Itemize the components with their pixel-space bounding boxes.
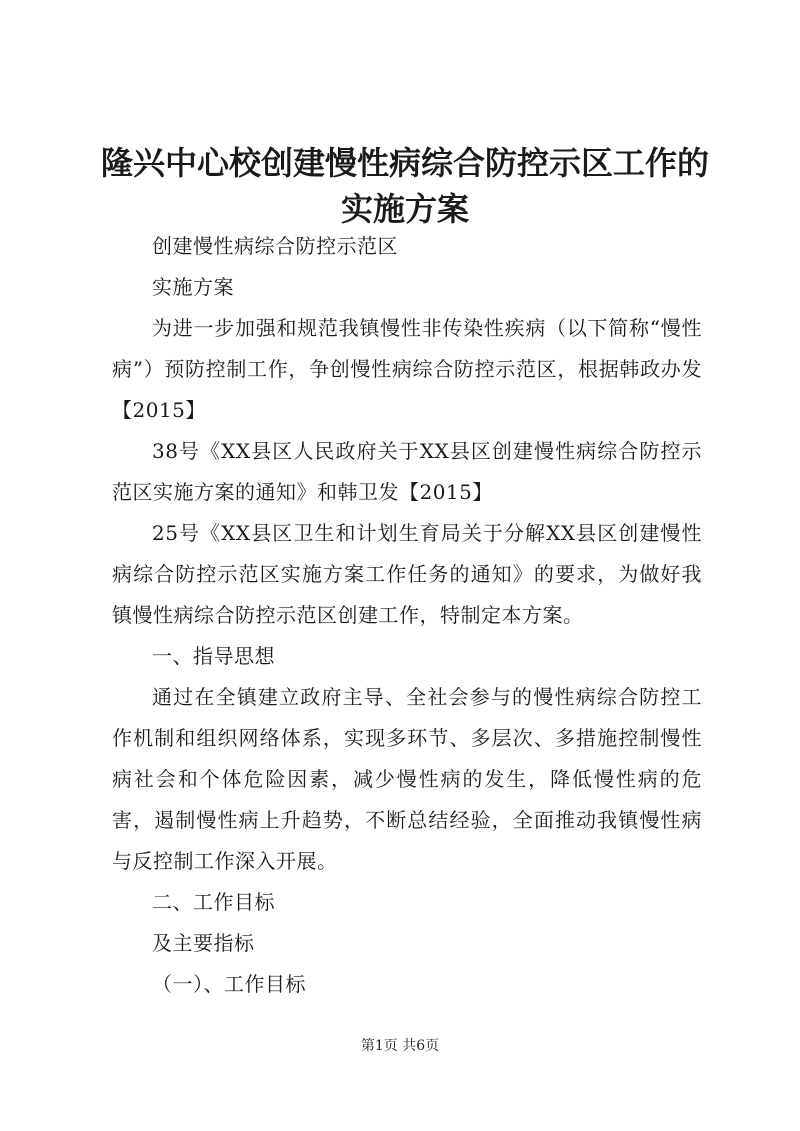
paragraph: 创建慢性病综合防控示范区 <box>152 234 398 258</box>
paragraph: 通过在全镇建立政府主导、全社会参与的慢性病综合防控工作机制和组织网络体系，实现多环节、多层次、多措施控制慢性病社会和个体危险因素，减少慢性病的发生，降低慢性病的危害，遏制慢性病上升趋势，不断总结经验，全面推动我镇慢性病与反控制工作深入开展。 <box>112 685 702 873</box>
document-body <box>112 226 702 1005</box>
paragraph: 为进一步加强和规范我镇慢性非传染性疾病（以下简称“慢性病”）预防控制工作，争创慢性病综合防控示范区，根据韩政办发【2015】 <box>112 316 702 422</box>
document-title: 隆兴中心校创建慢性病综合防控示区工作的实施方案 <box>100 144 709 228</box>
paragraph: 25号《XX县区卫生和计划生育局关于分解XX县区创建慢性病综合防控示范区实施方案工作任务的通知》的要求，为做好我镇慢性病综合防控示范区创建工作，特制定本方案。 <box>112 521 702 627</box>
subsection-heading: （一）、工作目标 <box>152 972 306 996</box>
paragraph: 实施方案 <box>152 275 234 299</box>
section-heading: 一、指导思想 <box>152 644 275 668</box>
paragraph: 及主要指标 <box>152 931 255 955</box>
paragraph: 38号《XX县区人民政府关于XX县区创建慢性病综合防控示范区实施方案的通知》和韩卫发【2015】 <box>112 439 702 504</box>
section-heading: 二、工作目标 <box>152 890 275 914</box>
page-number-footer: 第1页 共6页 <box>360 1038 440 1054</box>
